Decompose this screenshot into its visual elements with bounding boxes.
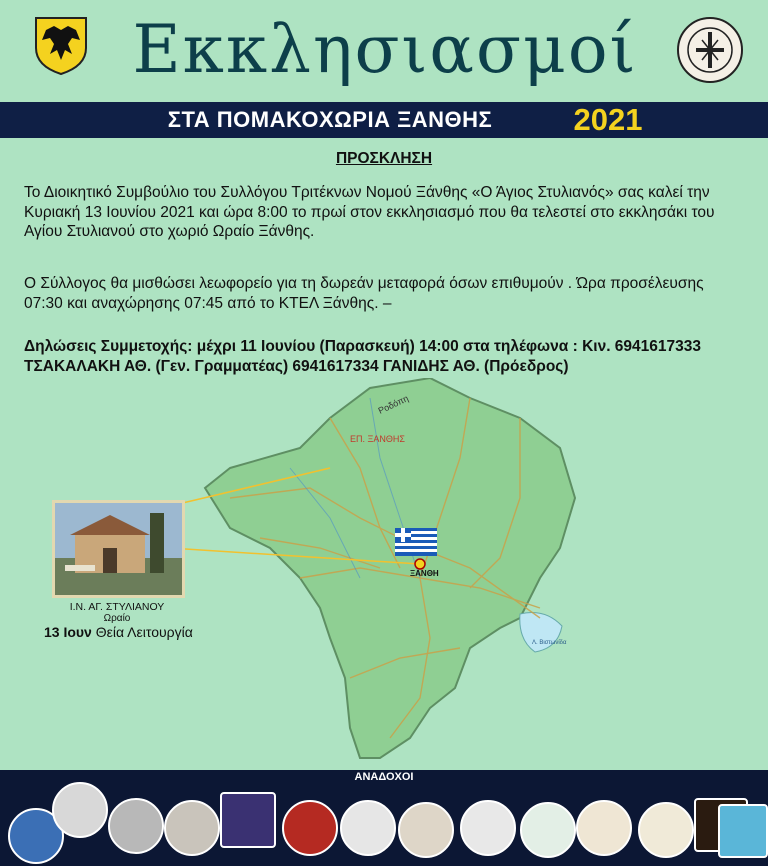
xanthi-marker	[415, 559, 425, 569]
church-seal-logo	[676, 16, 744, 84]
banner-subtitle: ΣΤΑ ΠΟΜΑΚΟΧΩΡΙΑ ΞΑΝΘΗΣ	[167, 107, 493, 132]
invitation-heading: ΠΡΟΣΚΛΗΣΗ	[335, 150, 433, 167]
sponsor-4-logo	[164, 800, 220, 856]
sponsor-14-logo	[718, 804, 768, 858]
service-line	[44, 624, 244, 640]
chapel-photo	[52, 500, 185, 598]
mountain-label: Ροδόπη	[376, 393, 410, 416]
sponsor-2-logo	[52, 782, 108, 838]
invitation-paragraph-3: Δηλώσεις Συμμετοχής: μέχρι 11 Ιουνίου (Παρασκευή) 14:00 στα τηλέφωνα : Κιν. 6941617333 ΤΣΑΚΑΛΑΚΗ ΑΘ. (Γεν. Γραμματέας) 6941617334 ΓΑΝΙΔΗΣ ΑΘ. (Πρόεδρος)	[24, 338, 702, 375]
elas-logo	[32, 14, 90, 76]
city-label: ΞΑΝΘΗ	[410, 569, 439, 578]
sponsors-title: ΑΝΑΔΟΧΟΙ	[354, 771, 414, 783]
service-text: Θεία Λειτουργία	[95, 624, 193, 640]
region-label: ΕΠ. ΞΑΝΘΗΣ	[350, 434, 405, 444]
service-date: 13 Ιουν	[44, 624, 92, 640]
lake-shape	[520, 613, 562, 653]
sponsor-12-logo	[638, 802, 694, 858]
banner-year: 2021	[573, 102, 643, 137]
greek-flag	[395, 528, 437, 556]
sponsor-7-logo	[340, 800, 396, 856]
sponsor-3-logo	[108, 798, 164, 854]
sponsor-5-logo	[220, 792, 276, 848]
page-title: Εκκλησιασμοί	[132, 11, 638, 88]
lake-label: Λ. Βιστωνίδα	[532, 640, 567, 646]
sponsor-11-logo	[576, 800, 632, 856]
sponsor-6-logo	[282, 800, 338, 856]
photo-caption-village: Ωραίο	[103, 613, 131, 624]
invitation-paragraph-1: Το Διοικητικό Συμβούλιο του Συλλόγου Τριτέκνων Νομού Ξάνθης «Ο Άγιος Στυλιανός» σας καλεί την Κυριακή 13 Ιουνίου 2021 και ώρα 8:00 το πρωί στον εκκλησιασμό που θα τελεστεί στο εκκλησάκι του Αγίου Στυλιανού στο χωριό Ωραίο Ξάνθης.	[24, 184, 715, 240]
sponsor-9-logo	[460, 800, 516, 856]
sponsor-10-logo	[520, 802, 576, 858]
invitation-paragraph-2: Ο Σύλλογος θα μισθώσει λεωφορείο για τη δωρεάν μεταφορά όσων επιθυμούν . Ώρα προσέλευσης 07:30 και αναχώρησης 07:45 από το ΚΤΕΛ Ξάνθης. –	[24, 275, 704, 312]
photo-caption-name: Ι.Ν. ΑΓ. ΣΤΥΛΙΑΝΟΥ	[69, 601, 165, 613]
sponsor-8-logo	[398, 802, 454, 858]
